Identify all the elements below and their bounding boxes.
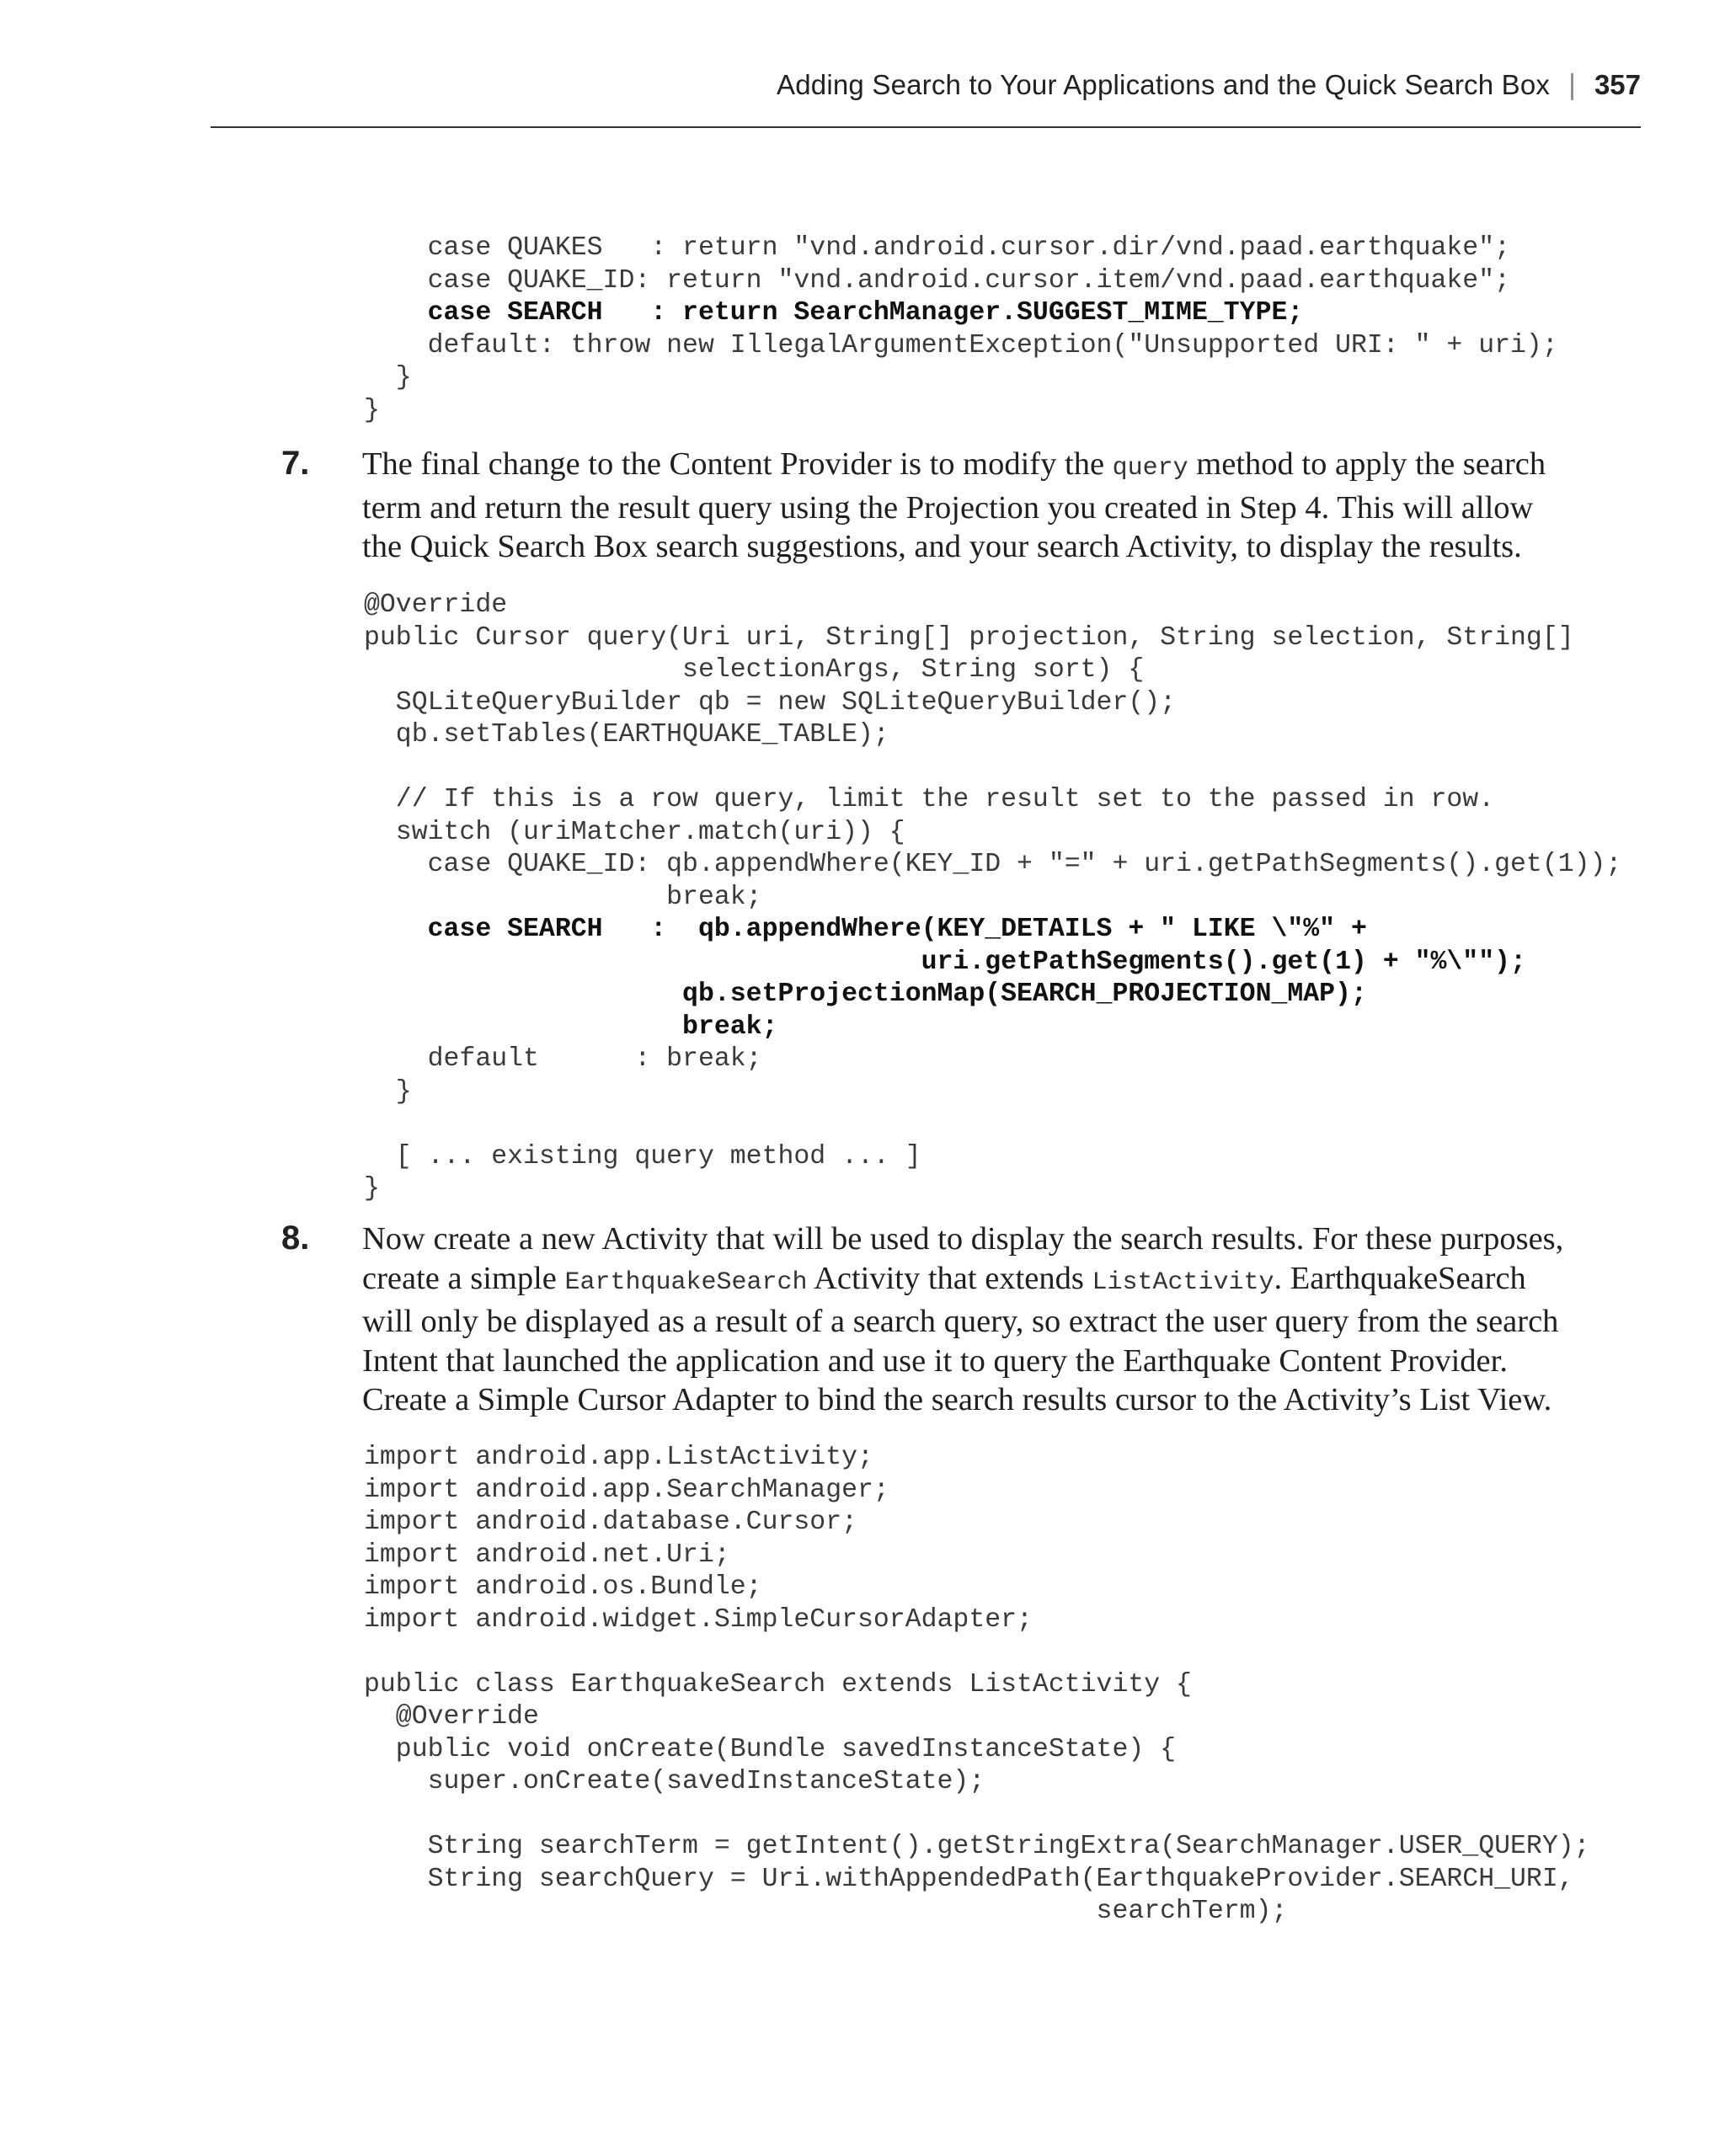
code-line: public class EarthquakeSearch extends ListActivity { — [364, 1669, 1192, 1700]
step-8-line-4: Intent that launched the application and use it to query the Earthquake Content Provider. — [362, 1342, 1508, 1379]
step-8-paragraph — [362, 1219, 1592, 1420]
code-listing-earthquake-search — [364, 1442, 1590, 1929]
code-line: @Override — [364, 1702, 539, 1732]
code-line: break; — [364, 882, 762, 912]
step-7-paragraph — [362, 445, 1592, 567]
code-line — [364, 752, 1621, 785]
code-line: default: throw new IllegalArgumentException("Unsupported URI: " + uri); — [364, 330, 1558, 360]
code-line: case QUAKES : return "vnd.android.cursor.dir/vnd.paad.earthquake"; — [364, 233, 1511, 263]
step-number-7: 7. — [281, 445, 310, 482]
code-line: case QUAKE_ID: qb.appendWhere(KEY_ID + "=" + uri.getPathSegments().get(1)); — [364, 850, 1622, 879]
inline-code-listactivity: ListActivity — [1092, 1267, 1274, 1297]
code-line: case QUAKE_ID: return "vnd.android.cursor.item/vnd.paad.earthquake"; — [364, 265, 1511, 296]
code-line: qb.setProjectionMap(SEARCH_PROJECTION_MAP); — [364, 979, 1367, 1009]
code-line — [364, 1108, 1621, 1141]
running-header-title: Adding Search to Your Applications and the Quick Search Box — [777, 69, 1551, 100]
code-line: public void onCreate(Bundle savedInstanceState) { — [364, 1734, 1177, 1764]
code-line: case SEARCH : qb.appendWhere(KEY_DETAILS + " LIKE \"%" + — [364, 915, 1367, 944]
step-8-line-3: will only be displayed as a result of a search query, so extract the user query from the search — [362, 1304, 1559, 1339]
page-number: 357 — [1594, 69, 1641, 100]
step-8-line-5: Create a Simple Cursor Adapter to bind the search results cursor to the Activity’s List View. — [362, 1382, 1552, 1417]
step-7-line-2: term and return the result query using the Projection you created in Step 4. This will allow — [362, 489, 1534, 526]
header-rule — [211, 126, 1641, 128]
code-line: break; — [364, 1011, 778, 1042]
code-line: import android.app.SearchManager; — [364, 1475, 889, 1505]
code-line: import android.net.Uri; — [364, 1540, 730, 1570]
code-line: @Override — [364, 590, 508, 620]
code-line: import android.os.Bundle; — [364, 1572, 762, 1602]
code-line: qb.setTables(EARTHQUAKE_TABLE); — [364, 720, 889, 750]
code-line: case SEARCH : return SearchManager.SUGGEST_MIME_TYPE; — [364, 298, 1304, 328]
inline-code-query: query — [1112, 454, 1188, 483]
code-line: } — [364, 363, 412, 392]
step-7-line-3: the Quick Search Box search suggestions, and your search Activity, to display the results. — [362, 529, 1522, 564]
step-8-line-2: create a simple EarthquakeSearch Activity that extends ListActivity. EarthquakeSearch — [362, 1260, 1526, 1297]
step-8-line-1: Now create a new Activity that will be used to display the search results. For these purposes, — [362, 1221, 1564, 1257]
code-line: [ ... existing query method ... ] — [364, 1141, 921, 1171]
code-line: String searchTerm = getIntent().getStringExtra(SearchManager.USER_QUERY); — [364, 1832, 1590, 1861]
code-line: searchTerm); — [364, 1897, 1288, 1926]
inline-code-earthquakesearch: EarthquakeSearch — [564, 1267, 808, 1297]
step-7-line-1: The final change to the Content Provider is to modify the query method to apply the search — [362, 446, 1546, 483]
code-line: } — [364, 395, 380, 425]
header-separator: | — [1568, 68, 1576, 101]
code-line: } — [364, 1076, 412, 1107]
code-line: import android.database.Cursor; — [364, 1508, 857, 1537]
code-line: import android.widget.SimpleCursorAdapter; — [364, 1604, 1033, 1635]
code-line — [364, 1636, 1590, 1669]
code-line: selectionArgs, String sort) { — [364, 655, 1145, 685]
code-line: SQLiteQueryBuilder qb = new SQLiteQueryBuilder(); — [364, 687, 1177, 718]
code-listing-content-type — [364, 232, 1558, 427]
code-line — [364, 1799, 1590, 1832]
code-line: super.onCreate(savedInstanceState); — [364, 1767, 985, 1796]
code-line: default : break; — [364, 1044, 762, 1074]
code-line: } — [364, 1174, 380, 1203]
code-line: switch (uriMatcher.match(uri)) { — [364, 817, 905, 847]
code-line: uri.getPathSegments().get(1) + "%\""); — [364, 947, 1526, 977]
code-line: // If this is a row query, limit the result set to the passed in row. — [364, 785, 1495, 814]
code-line: String searchQuery = Uri.withAppendedPath(EarthquakeProvider.SEARCH_URI, — [364, 1864, 1574, 1894]
code-listing-query-method — [364, 590, 1621, 1206]
step-number-8: 8. — [281, 1219, 310, 1257]
code-line: public Cursor query(Uri uri, String[] projection, String selection, String[] — [364, 622, 1574, 653]
code-line: import android.app.ListActivity; — [364, 1443, 873, 1472]
running-header — [211, 61, 1641, 109]
